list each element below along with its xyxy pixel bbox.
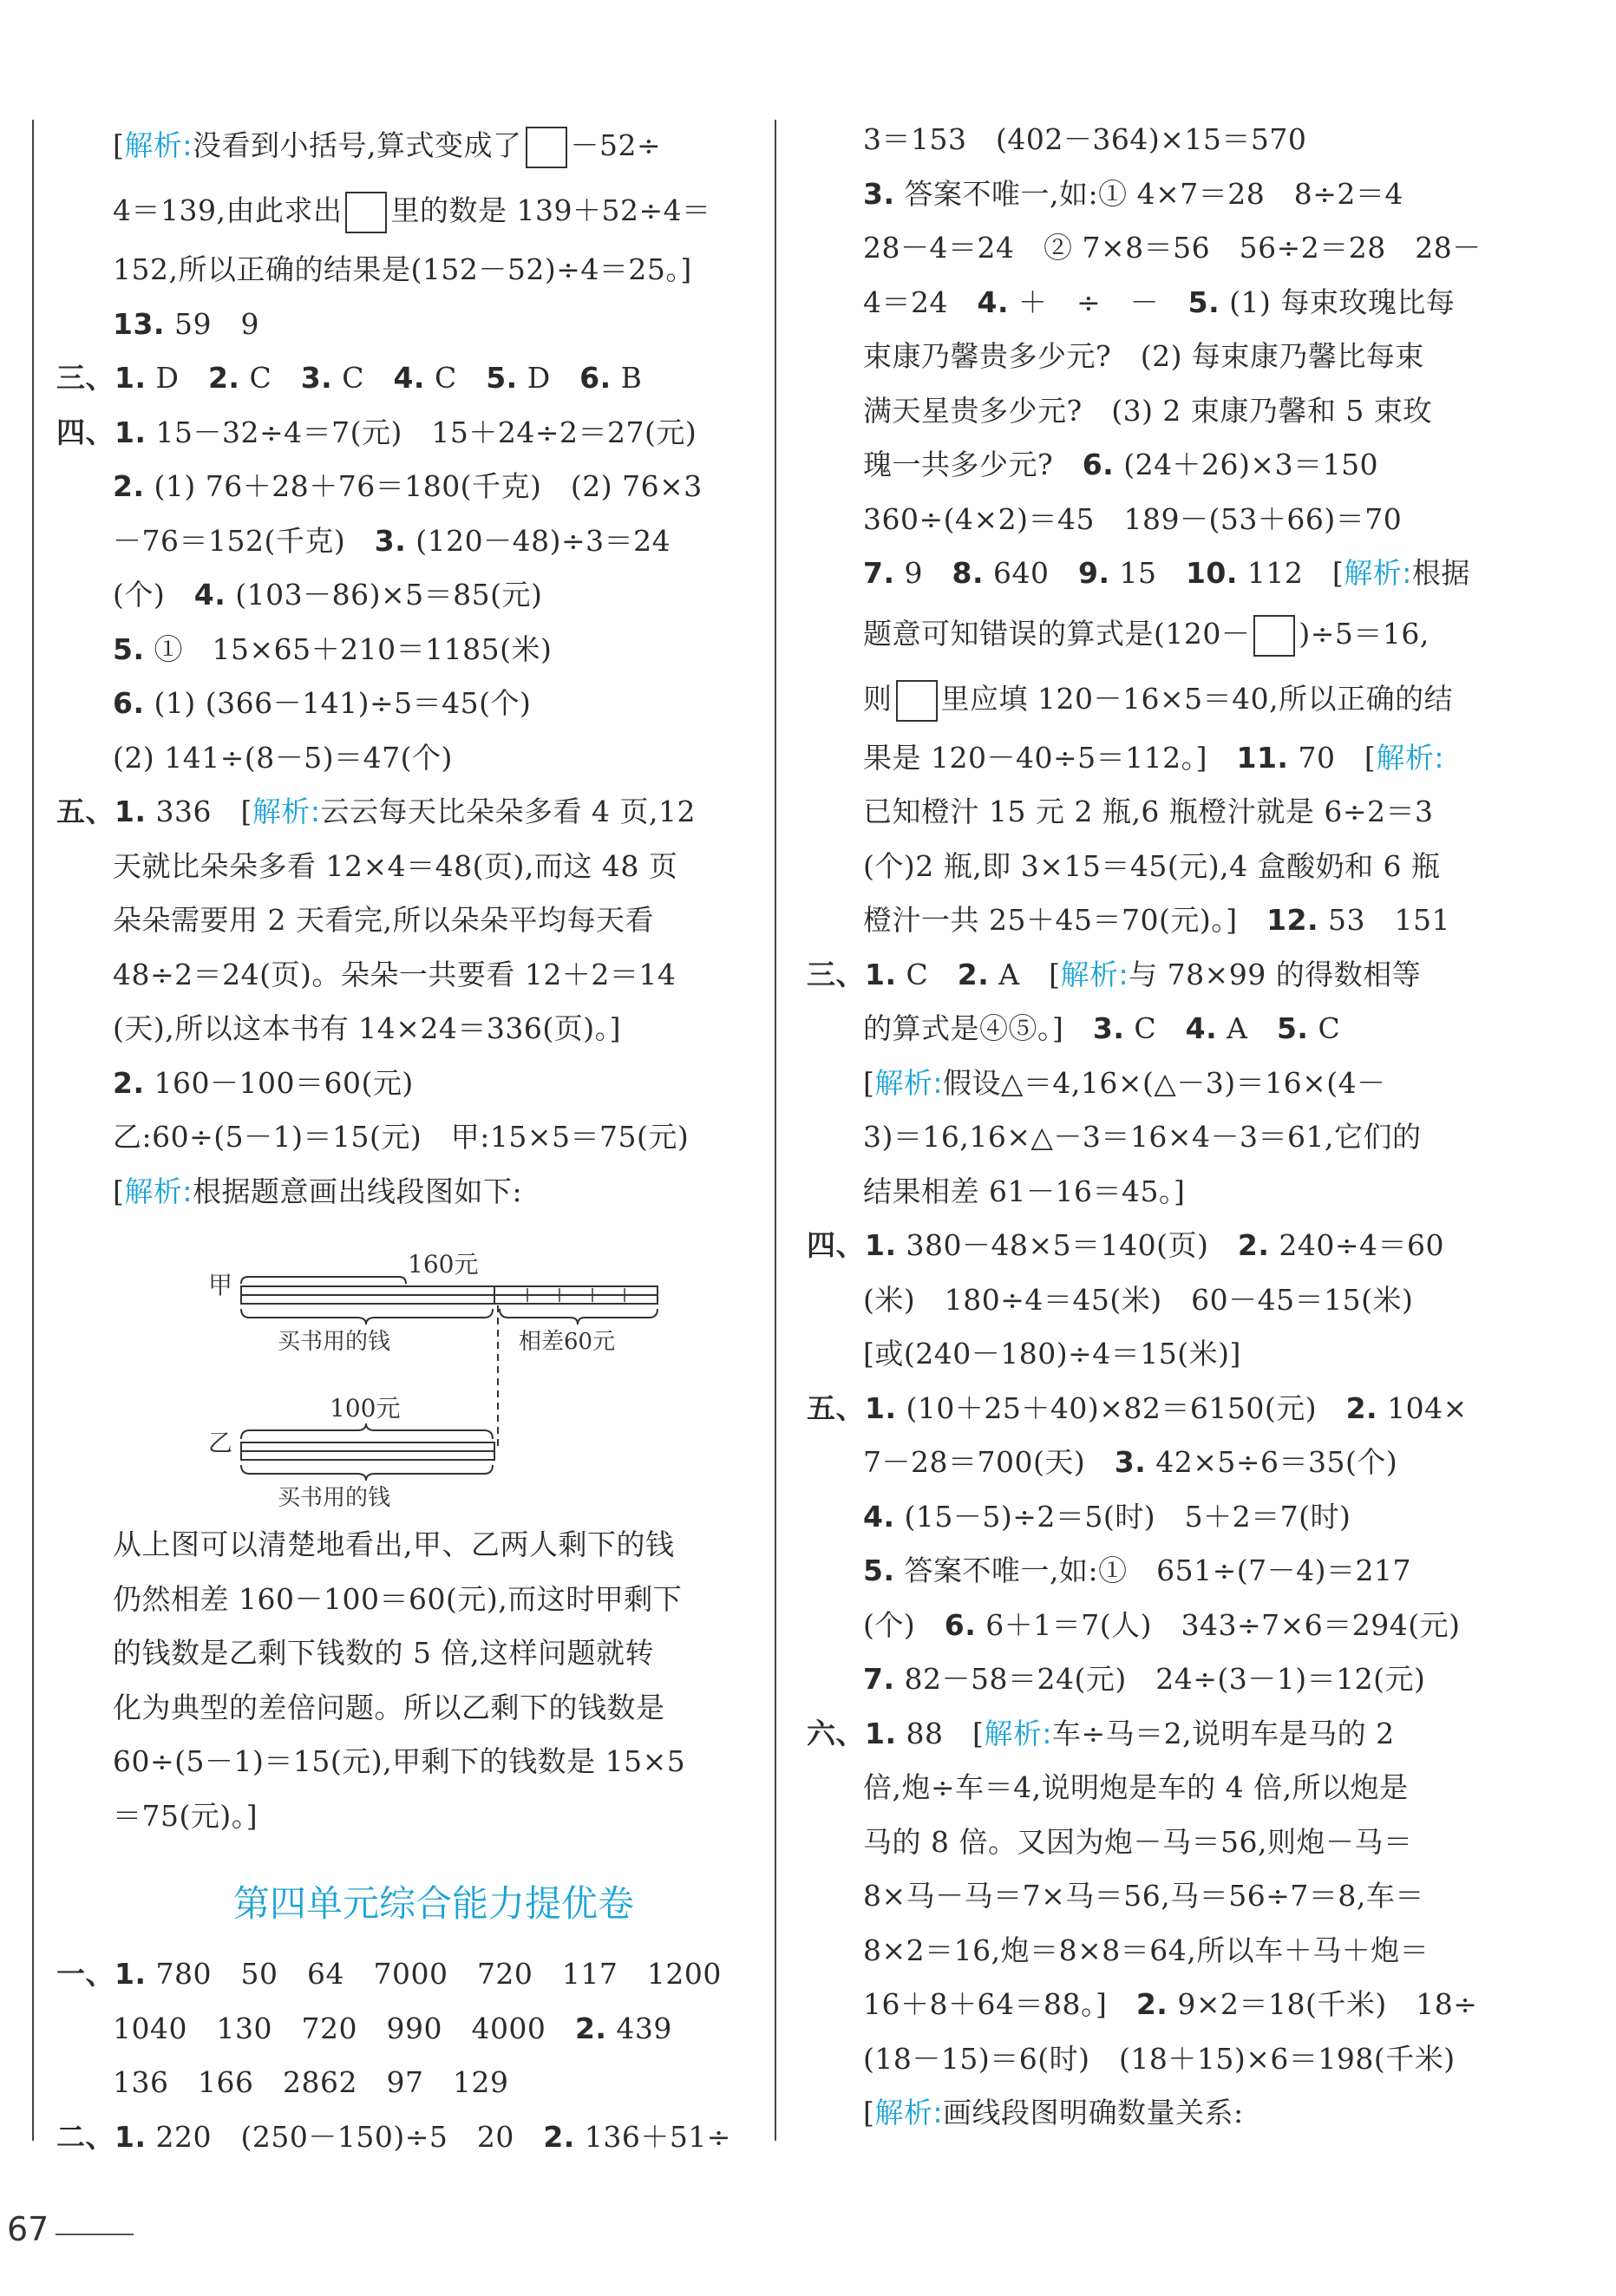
analysis-label: 解析:: [874, 1065, 943, 1100]
brace-top-yi: [241, 1423, 493, 1439]
answer-text: 15: [1109, 556, 1186, 590]
answer-text: C: [239, 361, 301, 395]
question-number: 5.: [863, 1554, 895, 1587]
right-answer-line: [863, 1761, 1505, 1815]
left-answer-line: [113, 677, 755, 731]
answer-text: 马的 8 倍。又因为炮－马＝56,则炮－马＝: [863, 1824, 1413, 1859]
right-answer-line: [863, 2086, 1505, 2141]
analysis-label: 解析:: [1376, 740, 1444, 775]
left-answer-line: [113, 893, 755, 948]
brace-top-jia: [241, 1277, 406, 1284]
answer-text: 1040 130 720 990 4000: [113, 2011, 575, 2045]
right-answer-line: [863, 1110, 1505, 1165]
analysis-label: 解析:: [874, 2096, 943, 2129]
left-answer-line: [113, 1110, 755, 1165]
question-number: 4.: [193, 578, 226, 612]
answer-text: 3＝153 (402－364)×15＝570: [863, 122, 1307, 156]
answer-text: A: [1217, 1011, 1277, 1045]
question-number: 7.: [863, 1662, 895, 1696]
brace-bottom-jia: [241, 1309, 493, 1325]
question-number: 三、1.: [807, 957, 897, 991]
answer-text: (10＋25＋40)×82＝6150(元): [896, 1390, 1346, 1425]
answer-text: 640: [984, 556, 1078, 590]
answer-text: 里应填 120－16×5＝40,所以正确的结: [940, 681, 1454, 716]
answer-text: 336 [: [146, 795, 252, 828]
answer-text: 42×5÷6＝35(个): [1146, 1445, 1398, 1479]
question-number: 3.: [1092, 1011, 1125, 1045]
right-answer-line: [863, 601, 1505, 666]
answer-text: －52÷: [570, 128, 662, 162]
left-answer-line: [113, 514, 755, 569]
answer-text: 60÷(5－1)＝15(元),甲剩下的钱数是 15×5: [113, 1744, 686, 1778]
answer-text: C: [896, 957, 958, 991]
question-number: 7.: [863, 556, 895, 590]
answer-text: 160－100＝60(元): [144, 1065, 414, 1100]
answer-text: 360÷(4×2)＝45 189－(53＋66)＝70: [863, 501, 1403, 536]
analysis-label: 解析:: [1344, 556, 1412, 590]
answer-text: 136 166 2862 97 129: [113, 2065, 509, 2099]
answer-text: (1) (366－141)÷5＝45(个): [144, 686, 532, 720]
question-number: 五、1.: [56, 795, 147, 828]
answer-text: 画线段图明确数量关系:: [943, 2096, 1244, 2129]
left-answer-line: [113, 1681, 755, 1736]
answer-text: 云云每天比朵朵多看 4 页,12: [320, 795, 696, 828]
question-number: 四、1.: [807, 1228, 897, 1262]
answer-text: 70 [: [1288, 740, 1377, 775]
answer-text: [: [113, 128, 125, 162]
blank-box: [896, 680, 938, 722]
diagram-total-jia: 160元: [408, 1250, 479, 1279]
answer-text: 的钱数是乙剩下钱数的 5 倍,这样问题就转: [113, 1636, 654, 1670]
answer-text: 从上图可以清楚地看出,甲、乙两人剩下的钱: [113, 1527, 675, 1561]
answer-text: 仍然相差 160－100＝60(元),而这时甲剩下: [113, 1581, 683, 1616]
left-answer-line: [113, 948, 755, 1003]
section-title: 第四单元综合能力提优卷: [232, 1882, 634, 1925]
question-number: 2.: [1135, 1987, 1168, 2021]
answer-text: (1) 每束玫瑰比每: [1220, 285, 1456, 319]
answer-text: －76＝152(千克): [113, 523, 375, 558]
right-answer-line: [863, 785, 1505, 840]
answer-text: 乙:60÷(5－1)＝15(元) 甲:15×5＝75(元): [113, 1120, 690, 1154]
answer-text: 9×2＝18(千米) 18÷: [1168, 1987, 1478, 2021]
question-number: 4.: [1185, 1011, 1218, 1045]
answer-text: 4＝139,由此求出: [113, 193, 343, 227]
right-answer-line: [863, 1869, 1505, 1924]
answer-text: (个): [113, 578, 194, 612]
answer-text: 88 [: [896, 1716, 985, 1750]
answer-text: 6＋1＝7(人) 343÷7×6＝294(元): [976, 1607, 1461, 1642]
answer-text: )÷5＝16,: [1299, 616, 1430, 651]
question-number: 4.: [393, 361, 425, 395]
right-column: [807, 113, 1505, 2141]
page-number-rule: [56, 2234, 134, 2235]
question-number: 2.: [1345, 1390, 1378, 1425]
question-number: 13.: [113, 306, 165, 341]
blank-box: [526, 127, 567, 168]
answer-text: ① 15×65＋210＝1185(米): [144, 631, 553, 666]
left-answer-line: [113, 1165, 755, 1220]
answer-text: 53 151: [1318, 903, 1451, 937]
question-number: 六、1.: [807, 1716, 897, 1750]
diagram-buy-books-jia: 买书用的钱: [278, 1329, 391, 1355]
answer-text: [或(240－180)÷4＝15(米)]: [863, 1337, 1241, 1370]
answer-text: 假设△＝4,16×(△－3)＝16×(4－: [943, 1065, 1386, 1100]
answer-text: 满天星贵多少元? (3) 2 束康乃馨和 5 束玫: [863, 393, 1432, 428]
answer-text: ＋ ÷ －: [1009, 285, 1188, 319]
right-answer-line: [807, 1382, 1505, 1436]
right-answer-line: [863, 1327, 1505, 1382]
question-number: 8.: [952, 556, 984, 590]
right-answer-line: [863, 731, 1505, 786]
left-answer-line: [113, 2056, 755, 2110]
question-number: 6.: [113, 686, 145, 720]
right-answer-line: [863, 384, 1505, 439]
left-answer-line: [56, 2110, 755, 2165]
answer-text: 4＝24: [863, 285, 978, 319]
right-answer-line: [863, 1815, 1505, 1870]
right-answer-line: [863, 840, 1505, 894]
question-number: 5.: [113, 631, 145, 666]
answer-text: 则: [863, 681, 893, 716]
question-number: 5.: [1276, 1011, 1309, 1045]
left-answer-line: [113, 298, 755, 352]
answer-text: 16＋8＋64＝88。]: [863, 1987, 1136, 2021]
question-number: 10.: [1185, 556, 1238, 590]
column-divider: [775, 120, 776, 2141]
right-answer-line: [863, 167, 1505, 222]
right-answer-line: [863, 276, 1505, 330]
right-answer-line: [863, 1165, 1505, 1220]
left-answer-line: [56, 785, 755, 840]
answer-text: 240÷4＝60: [1269, 1228, 1444, 1262]
question-number: 五、1.: [807, 1390, 897, 1425]
analysis-label: 解析:: [1060, 957, 1129, 991]
answer-text: 59 9: [164, 306, 259, 341]
answer-text: 82－58＝24(元) 24÷(3－1)＝12(元): [894, 1662, 1426, 1696]
answer-text: 答案不唯一,如:① 4×7＝28 8÷2＝4: [894, 176, 1403, 211]
left-answer-line: [113, 1789, 755, 1844]
answer-text: 48÷2＝24(页)。朵朵一共要看 12＋2＝14: [113, 957, 677, 991]
question-number: 3.: [300, 361, 333, 395]
question-number: 2.: [113, 1065, 145, 1100]
answer-text: 8×2＝16,炮＝8×8＝64,所以车＋马＋炮＝: [863, 1933, 1430, 1967]
answer-text: B: [611, 361, 643, 395]
answer-text: 28－4＝24 ② 7×8＝56 56÷2＝28 28－: [863, 231, 1482, 265]
question-number: 四、1.: [56, 415, 147, 449]
analysis-label: 解析:: [124, 1174, 193, 1208]
brace-bottom-yi: [241, 1465, 493, 1481]
question-number: 2.: [207, 361, 240, 395]
question-number: 4.: [977, 285, 1009, 319]
question-number: 二、1.: [56, 2119, 147, 2154]
question-number: 6.: [944, 1607, 977, 1642]
right-answer-line: [863, 1978, 1505, 2032]
answer-text: 220 (250－150)÷5 20: [146, 2119, 544, 2154]
left-answer-line: [113, 623, 755, 677]
right-answer-line: [863, 113, 1505, 167]
answer-text: C: [332, 361, 394, 395]
left-answer-line: [56, 1947, 755, 2002]
left-answer-line: [56, 406, 755, 461]
left-answer-line: [113, 113, 755, 178]
answer-text: 化为典型的差倍问题。所以乙剩下的钱数是: [113, 1690, 665, 1724]
answer-text: 已知橙汁 15 元 2 瓶,6 瓶橙汁就是 6÷2＝3: [863, 795, 1434, 828]
answer-text: 束康乃馨贵多少元? (2) 每束康乃馨比每束: [863, 339, 1424, 373]
answer-text: (2) 141÷(8－5)＝47(个): [113, 740, 453, 775]
answer-text: 的算式是④⑤。]: [863, 1011, 1093, 1045]
analysis-label: 解析:: [984, 1716, 1052, 1750]
left-answer-line: [113, 460, 755, 514]
left-answer-line: [113, 1056, 755, 1111]
question-number: 6.: [1082, 448, 1115, 481]
answer-text: [: [113, 1174, 125, 1208]
answer-text: 780 50 64 7000 720 117 1200: [146, 1957, 722, 1991]
question-number: 3.: [863, 176, 895, 211]
right-answer-line: [863, 1273, 1505, 1328]
answer-text: 104×: [1377, 1390, 1468, 1425]
answer-text: 152,所以正确的结果是(152－52)÷4＝25。]: [113, 252, 692, 286]
right-answer-line: [863, 1002, 1505, 1056]
answer-text: 里的数是 139＋52÷4＝: [390, 193, 711, 227]
question-number: 2.: [1237, 1228, 1270, 1262]
right-answer-line: [863, 893, 1505, 948]
page-number: 67: [7, 2210, 49, 2248]
left-answer-line: [113, 1735, 755, 1789]
blank-box: [345, 192, 387, 233]
answer-text: 瑰一共多少元?: [863, 448, 1083, 481]
answer-text: 112 [: [1237, 556, 1344, 590]
right-answer-line: [863, 1490, 1505, 1545]
right-answer-line: [863, 1652, 1505, 1707]
answer-text: 136＋51÷: [574, 2119, 731, 2154]
answer-text: 15－32÷4＝7(元) 15＋24÷2＝27(元): [146, 415, 697, 449]
left-column: [56, 113, 755, 2164]
diagram-total-yi: 100元: [330, 1394, 401, 1423]
answer-text: 果是 120－40÷5＝112。]: [863, 740, 1237, 775]
left-answer-line: [56, 351, 755, 406]
question-number: 2.: [574, 2011, 607, 2045]
left-margin-rule: [32, 120, 34, 2141]
question-number: 11.: [1236, 740, 1289, 775]
answer-text: 7－28＝700(天): [863, 1445, 1115, 1479]
left-answer-line: [113, 243, 755, 298]
answer-text: (米) 180÷4＝45(米) 60－45＝15(米): [863, 1282, 1414, 1317]
question-number: 4.: [863, 1499, 895, 1534]
left-answer-line: [113, 178, 755, 243]
answer-text: [: [863, 2096, 875, 2129]
left-answer-line: [113, 1002, 755, 1056]
answer-text: 3)＝16,16×△－3＝16×4－3＝61,它们的: [863, 1120, 1422, 1154]
answer-text: ＝75(元)。]: [113, 1798, 258, 1833]
right-answer-line: [807, 1707, 1505, 1762]
left-answer-line: [113, 2002, 755, 2057]
question-number: 三、1.: [56, 361, 147, 395]
question-number: 3.: [374, 523, 407, 558]
answer-text: C: [424, 361, 487, 395]
right-answer-line: [863, 1436, 1505, 1490]
left-answer-line: [113, 731, 755, 786]
right-answer-line: [863, 666, 1505, 731]
question-number: 6.: [579, 361, 612, 395]
diagram-label-yi: 乙: [208, 1429, 233, 1457]
answer-text: 答案不唯一,如:① 651÷(7－4)＝217: [894, 1554, 1411, 1587]
left-answer-line: [113, 1573, 755, 1627]
answer-text: 根据: [1411, 556, 1470, 590]
diagram-buy-books-yi: 买书用的钱: [278, 1485, 391, 1511]
answer-text: 题意可知错误的算式是(120－: [863, 616, 1251, 651]
right-answer-line: [863, 1056, 1505, 1111]
right-answer-line: [807, 948, 1505, 1003]
answer-text: 天就比朵朵多看 12×4＝48(页),而这 48 页: [113, 848, 678, 883]
brace-diff: [500, 1309, 658, 1325]
blank-box: [1253, 615, 1295, 657]
answer-text: D: [146, 361, 208, 395]
answer-text: 没看到小括号,算式变成了: [193, 128, 522, 162]
answer-text: 439: [606, 2011, 672, 2045]
answer-text: 车÷马＝2,说明车是马的 2: [1051, 1716, 1395, 1750]
left-answer-line: [113, 840, 755, 894]
answer-text: 橙汁一共 25＋45＝70(元)。]: [863, 903, 1267, 937]
answer-text: (103－86)×5＝85(元): [226, 578, 543, 612]
line-segment-diagram: [113, 1219, 755, 1518]
right-answer-line: [863, 1544, 1505, 1599]
answer-text: (15－5)÷2＝5(时) 5＋2＝7(时): [894, 1499, 1351, 1534]
right-answer-line: [863, 493, 1505, 547]
diagram-label-jia: 甲: [208, 1271, 233, 1299]
left-answer-line: [113, 1518, 755, 1573]
answer-text: [: [863, 1065, 875, 1100]
answer-text: 倍,炮÷车＝4,说明炮是车的 4 倍,所以炮是: [863, 1770, 1409, 1804]
answer-text: 9: [894, 556, 952, 590]
analysis-label: 解析:: [252, 795, 321, 828]
answer-text: A [: [989, 957, 1061, 991]
question-number: 9.: [1077, 556, 1110, 590]
question-number: 2.: [957, 957, 990, 991]
question-number: 一、1.: [56, 1957, 147, 1991]
diagram-svg: [113, 1219, 755, 1518]
right-answer-line: [807, 1219, 1505, 1273]
answer-text: (1) 76＋28＋76＝180(千克) (2) 76×3: [144, 469, 703, 503]
left-answer-line: [113, 1626, 755, 1681]
analysis-label: 解析:: [124, 128, 193, 162]
answer-text: 结果相差 61－16＝45。]: [863, 1174, 1186, 1208]
right-answer-line: [863, 546, 1505, 601]
question-number: 5.: [1187, 285, 1220, 319]
answer-text: C: [1124, 1011, 1186, 1045]
right-answer-line: [863, 1599, 1505, 1653]
answer-text: (天),所以这本书有 14×24＝336(页)。]: [113, 1011, 621, 1045]
question-number: 5.: [486, 361, 518, 395]
answer-text: (18－15)＝6(时) (18＋15)×6＝198(千米): [863, 2041, 1456, 2076]
answer-text: 与 78×99 的得数相等: [1129, 957, 1422, 991]
answer-text: 根据题意画出线段图如下:: [193, 1174, 523, 1208]
question-number: 2.: [113, 469, 145, 503]
right-answer-line: [863, 221, 1505, 276]
answer-text: 8×马－马＝7×马＝56,马＝56÷7＝8,车＝: [863, 1879, 1424, 1913]
question-number: 2.: [543, 2119, 575, 2154]
answer-text: 380－48×5＝140(页): [896, 1228, 1238, 1262]
diagram-diff: 相差60元: [519, 1329, 616, 1355]
answer-text: C: [1308, 1011, 1341, 1045]
right-answer-line: [863, 1924, 1505, 1979]
answer-text: (24＋26)×3＝150: [1114, 448, 1379, 481]
answer-text: (个): [863, 1607, 945, 1642]
right-answer-line: [863, 330, 1505, 384]
answer-text: (120－48)÷3＝24: [406, 523, 671, 558]
right-answer-line: [863, 438, 1505, 493]
answer-text: 朵朵需要用 2 天看完,所以朵朵平均每天看: [113, 903, 654, 937]
answer-text: (个)2 瓶,即 3×15＝45(元),4 盒酸奶和 6 瓶: [863, 848, 1441, 883]
question-number: 12.: [1266, 903, 1319, 937]
question-number: 3.: [1114, 1445, 1147, 1479]
right-answer-line: [863, 2032, 1505, 2087]
answer-text: D: [517, 361, 580, 395]
left-answer-line: [113, 568, 755, 623]
